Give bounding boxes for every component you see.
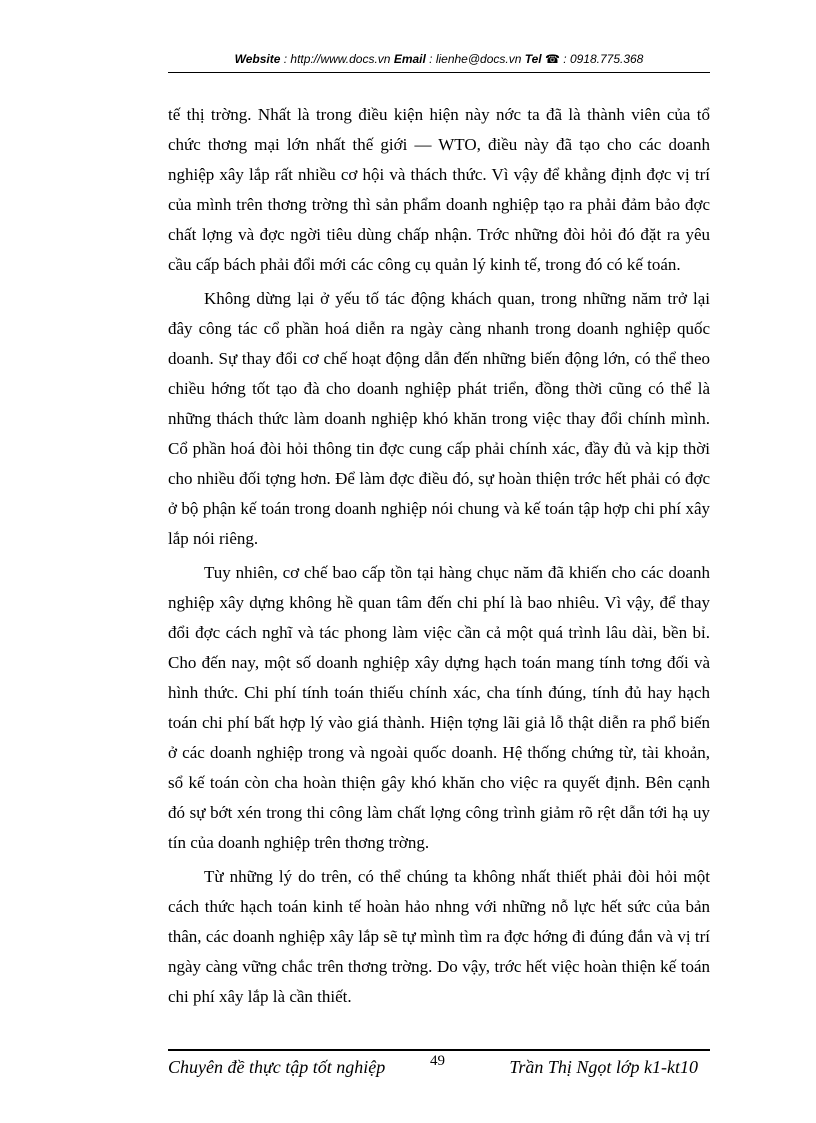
paragraph-2: Không dừng lại ở yếu tố tác động khách quan, trong những năm trở lại đây công tác cổ phần hoá diễn ra ngày càng nhanh trong doanh nghiệp quốc doanh. Sự thay đổi cơ chế hoạt động dẫn đến những biến động lớn, có thể theo chiều hớng tốt tạo đà cho doanh nghiệp phát triển, đồng thời cũng có thể là những thách thức làm doanh nghiệp khó khăn trong việc thay đổi chính mình. Cổ phần hoá đòi hỏi thông tin đợc cung cấp phải chính xác, đầy đủ và kịp thời cho nhiều đối tợng hơn. Để làm đợc điều đó, sự hoàn thiện trớc hết phải có đợc ở bộ phận kế toán trong doanh nghiệp nói chung và kế toán tập hợp chi phí xây lắp nói riêng. (168, 289, 710, 548)
email-value: : lienhe@docs.vn (425, 52, 525, 66)
footer-title: Chuyên đề thực tập tốt nghiệp (168, 1057, 386, 1077)
paragraph-4: Từ những lý do trên, có thể chúng ta không nhất thiết phải đòi hỏi một cách thức hạch toán kinh tế hoàn hảo nhng với những nỗ lực hết sức của bản thân, các doanh nghiệp xây lắp sẽ tự mình tìm ra đợc hớng đi đúng đắn và vị trí ngày càng vững chắc trên thơng trờng. Do vậy, trớc hết việc hoàn thiện kế toán chi phí xây lắp là cần thiết. (168, 867, 710, 1006)
paragraph-1: tế thị trờng. Nhất là trong điều kiện hiện này nớc ta đã là thành viên của tổ chức thơng mại lớn nhất thế giới — WTO, điều này đã tạo cho các doanh nghiệp xây lắp rất nhiều cơ hội và thách thức. Vì vậy để khẳng định đợc vị trí của mình trên thơng trờng thì sản phẩm doanh nghiệp tạo ra phải đảm bảo đợc chất lợng và đợc ngời tiêu dùng chấp nhận. Trớc những đòi hỏi đó đặt ra yêu cầu cấp bách phải đổi mới các công cụ quản lý kinh tế, trong đó có kế toán. (168, 105, 710, 274)
tel-label: Tel (524, 52, 542, 66)
paragraph-3: Tuy nhiên, cơ chế bao cấp tồn tại hàng chục năm đã khiến cho các doanh nghiệp xây dựng không hề quan tâm đến chi phí là bao nhiêu. Vì vậy, để thay đổi đợc cách nghĩ và tác phong làm việc cần cả một quá trình lâu dài, bền bỉ. Cho đến nay, một số doanh nghiệp xây dựng hạch toán mang tính tơng đối và hình thức. Chi phí tính toán thiếu chính xác, cha tính đúng, tính đủ hay hạch toán chi phí bất hợp lý vào giá thành. Hiện tợng lãi giả lỗ thật diễn ra phổ biến ở các doanh nghiệp trong và ngoài quốc doanh. Hệ thống chứng từ, tài khoản, sổ kế toán còn cha hoàn thiện gây khó khăn cho việc ra quyết định. Bên cạnh đó sự bớt xén trong thi công làm chất lợng công trình giảm rõ rệt dẫn tới hạ uy tín của doanh nghiệp trên thơng trờng. (168, 563, 710, 852)
footer-author: Trần Thị Ngọt lớp k1-kt10 (509, 1057, 698, 1077)
document-body (168, 100, 710, 1012)
tel-value: : 0918.775.368 (559, 52, 644, 66)
page-footer (168, 1053, 710, 1077)
page-number: 49 (430, 1053, 445, 1069)
website-value: : http://www.docs.vn (280, 52, 394, 66)
page-header (168, 50, 710, 73)
website-label: Website (234, 52, 281, 66)
phone-icon: ☎ (544, 52, 560, 66)
email-label: Email (393, 52, 426, 66)
